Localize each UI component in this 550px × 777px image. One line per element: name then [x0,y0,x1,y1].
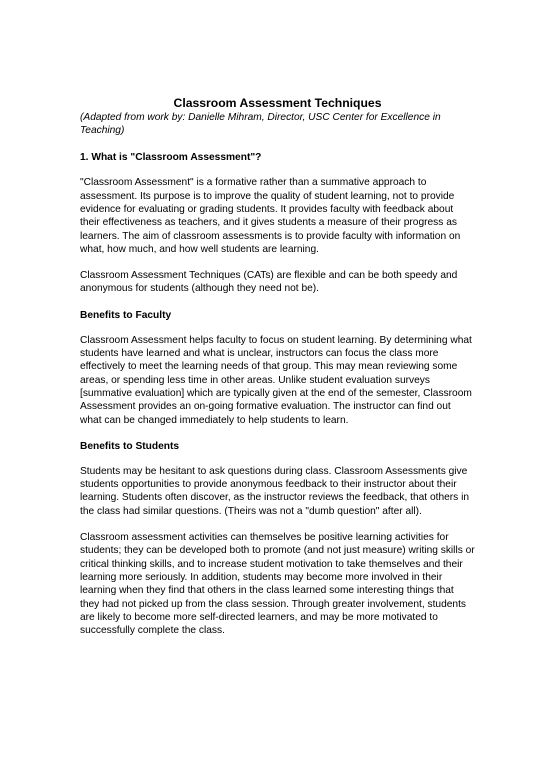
paragraph-definition: "Classroom Assessment" is a formative rather than a summative approach to assessment. Its purpose is to improve the quality of student learning, not to provide evidence for evaluating or grading students. It provides faculty with feedback about their effectiveness as teachers, and it gives students a measure of their progress as learners. The aim of classroom assessments is to provide faculty with information on what, how much, and how well students are learning. [80,177,461,255]
document-page [80,96,475,650]
paragraph-cats: Classroom Assessment Techniques (CATs) are flexible and can be both speedy and anonymous for students (although they need not be). [80,270,458,295]
section-heading-what-is-classroom-assessment: 1. What is "Classroom Assessment"? [80,152,262,164]
paragraph-benefits-students-2: Classroom assessment activities can themselves be positive learning activities for students; they can be developed both to promote (and not just measure) writing skills or critical thinking skills, and to increase student motivation to take themselves and their learning more seriously. In addition, students may become more involved in their learning when they find that others in the class learned some interesting things that they had not picked up from the class session. Through greater involvement, students are likely to become more self-directed learners, and may be more motivated to successfully complete the class. [80,532,475,637]
section-heading-benefits-to-students: Benefits to Students [80,440,180,452]
document-title: Classroom Assessment Techniques [173,96,382,110]
section-heading-benefits-to-faculty: Benefits to Faculty [80,309,172,321]
paragraph-benefits-faculty: Classroom Assessment helps faculty to focus on student learning. By determining what students have learned and what is unclear, instructors can focus the class more effectively to meet the learning needs of that group. This may mean reviewing some areas, or spending less time in other areas. Unlike student evaluation surveys [summative evaluation] which are typically given at the end of the semester, Classroom Assessment provides an on-going formative evaluation. The instructor can find out what can be changed immediately to help students to learn. [80,334,472,426]
paragraph-benefits-students-1: Students may be hesitant to ask questions during class. Classroom Assessments give students opportunities to provide anonymous feedback to their instructor about their learning. Students often discover, as the instructor reviews the feedback, that others in the class had similar questions. (Theirs was not a "dumb question" after all). [80,465,470,517]
document-subtitle: (Adapted from work by: Danielle Mihram, Director, USC Center for Excellence in Teaching) [80,112,441,137]
